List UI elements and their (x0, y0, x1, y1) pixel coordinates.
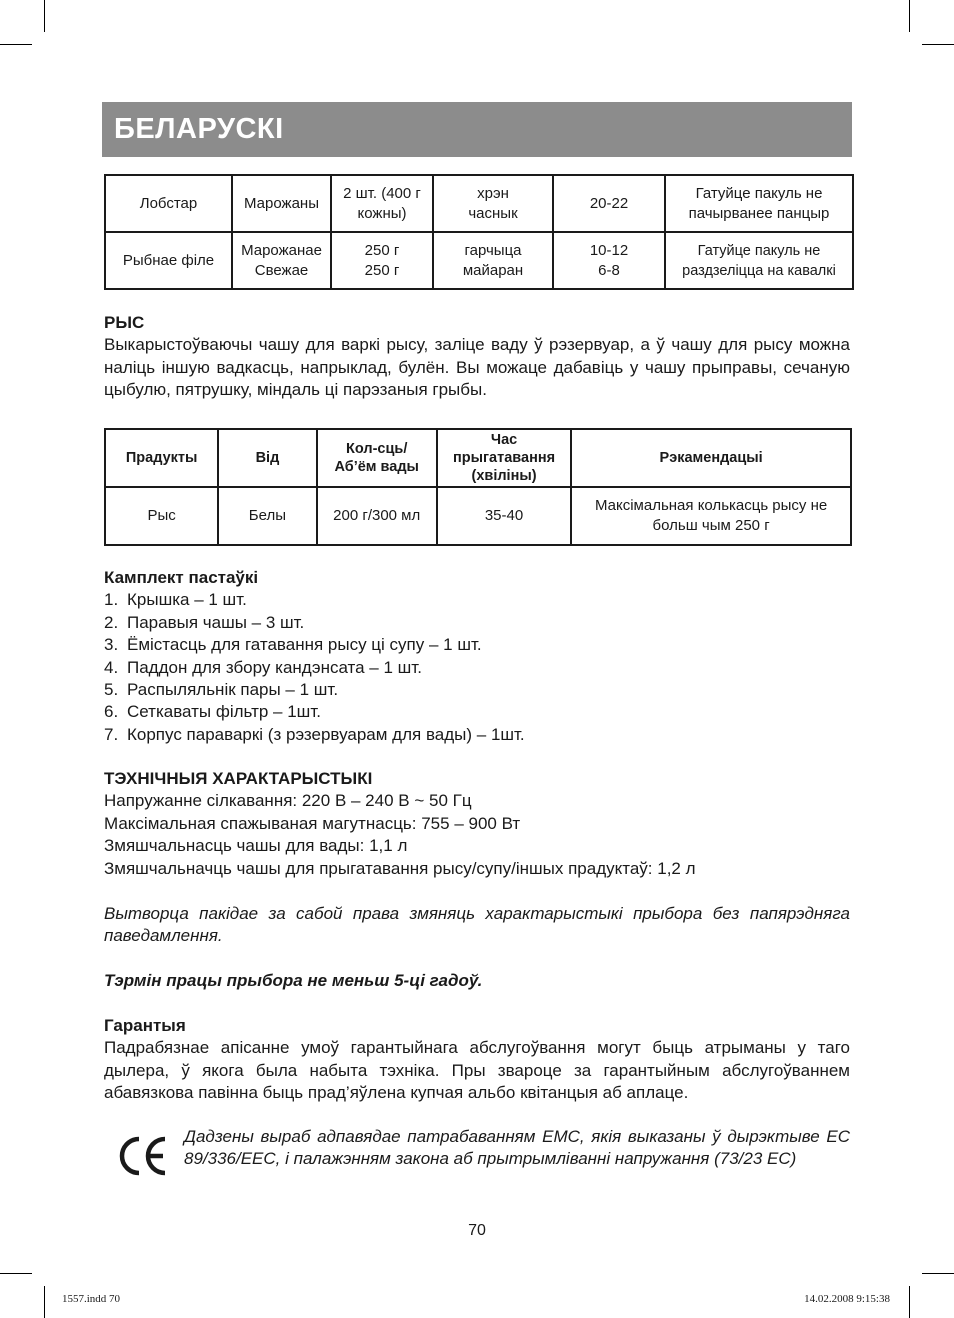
table-cell: Рыс (105, 487, 218, 545)
section-title: БЕЛАРУСКІ (114, 113, 284, 145)
table-header-cell: Від (218, 429, 316, 487)
list-item: 6. Сеткаваты фільтр – 1шт. (104, 702, 321, 722)
ce-mark-icon (118, 1135, 168, 1177)
warranty-text: Падрабязнае апісанне умоў гарантыйнага абслугоўвання могут быць атрыманы у таго дылера, ў якога была набыта тэхніка. Пры звароце за гарантыйным абслугоўваннем абавязкова павінна быць прад’яўлена купчая альбо квітанцыя аб аплаце. (104, 1038, 850, 1103)
list-item: 2. Паравыя чашы – 3 шт. (104, 612, 305, 632)
crop-mark (909, 1286, 910, 1318)
rice-table (104, 428, 852, 546)
spec-line: Змяшчальначць чашы для прыгатавання рысу/супу/іншых прадуктаў: 1,2 л (104, 858, 696, 878)
table-cell: 2 шт. (400 г кожны) (331, 175, 433, 232)
table-row (105, 175, 853, 232)
table-header-row (105, 429, 851, 487)
table-cell: Гатуйце пакуль не пачырванее панцыр (665, 175, 853, 232)
crop-mark (0, 1273, 32, 1274)
table-row (105, 487, 851, 545)
spec-line: Напружанне сілкавання: 220 В – 240 В ~ 50 Гц (104, 791, 472, 811)
kit-section (104, 567, 850, 746)
table-cell: Марожанае Свежае (232, 232, 331, 289)
table-header-cell: Рэкамендацыі (571, 429, 851, 487)
crop-mark (922, 1273, 954, 1274)
manufacturer-notice: Вытворца пакідае за сабой права змяняць характарыстыкі прыбора без папярэдняга паведамлення. (104, 904, 850, 946)
table-cell: 200 г/300 мл (317, 487, 437, 545)
table-cell: 35-40 (437, 487, 571, 545)
table-cell: Максімальная колькасць рысу не больш чым 250 г (571, 487, 851, 545)
list-item: 7. Корпус параваркі (з рэзервуарам для вады) – 1шт. (104, 724, 525, 744)
seafood-table (104, 174, 854, 290)
list-item: 5. Распыляльнік пары – 1 шт. (104, 680, 339, 700)
list-item: 3. Ёмістасць для гатавання рысу ці супу – 1 шт. (104, 635, 482, 655)
table-row (105, 232, 853, 289)
lifetime-notice: Тэрмін працы прыбора не меньш 5-ці гадоў. (104, 971, 483, 990)
section-header (102, 102, 852, 157)
crop-mark (44, 1286, 45, 1318)
kit-list (104, 589, 850, 746)
rice-heading: РЫС (104, 313, 145, 332)
table-header-cell: Час прыгатавання (хвіліны) (437, 429, 571, 487)
slug-file: 1557.indd 70 (62, 1293, 121, 1305)
table-cell: Рыбнае філе (105, 232, 232, 289)
table-cell: 250 г 250 г (331, 232, 433, 289)
table-cell: 10-12 6-8 (553, 232, 665, 289)
spec-line: Змяшчальнасць чашы для вады: 1,1 л (104, 836, 408, 856)
rice-text: Выкарыстоўваючы чашу для варкі рысу, заліце ваду ў рэзервуар, а ў чашу для рысу можна наліць іншую вадкасць, напрыклад, булён. Вы можаце дабавіць у чашу прыправы, сечаную цыбулю, пятрушку, міндаль ці парэзаныя грыбы. (104, 335, 850, 400)
crop-mark (44, 0, 45, 32)
ce-compliance-text: Дадзены выраб адпавядае патрабаванням ЕМС, якія выказаны ў дырэктыве ЕС 89/336/ЕЕС, і палажэнням закона аб прытрымліванні напружання (73/23 ЕС) (184, 1127, 850, 1169)
rice-section (104, 312, 850, 402)
table-cell: Лобстар (105, 175, 232, 232)
table-cell: Белы (218, 487, 316, 545)
kit-heading: Камплект пастаўкі (104, 568, 259, 587)
table-cell: гарчыца майаран (433, 232, 553, 289)
crop-mark (909, 0, 910, 32)
specs-heading: ТЭХНІЧНЫЯ ХАРАКТАРЫСТЫКІ (104, 769, 373, 788)
table-header-cell: Прадукты (105, 429, 218, 487)
slug-date: 14.02.2008 9:15:38 (804, 1293, 890, 1305)
table-header-cell: Кол-сць/ Аб’ём вады (317, 429, 437, 487)
spec-line: Максімальная спажываная магутнасць: 755 – 900 Вт (104, 813, 521, 833)
list-item: 1. Крышка – 1 шт. (104, 590, 247, 610)
table-cell: 20-22 (553, 175, 665, 232)
table-cell: Марожаны (232, 175, 331, 232)
table-cell: хрэн часнык (433, 175, 553, 232)
page-number: 70 (468, 1222, 486, 1239)
table-cell: Гатуйце пакуль не раздзеліцца на кавалкі (665, 232, 853, 289)
warranty-heading: Гарантыя (104, 1016, 186, 1035)
crop-mark (0, 44, 32, 45)
specs-section (104, 768, 850, 880)
crop-mark (922, 44, 954, 45)
warranty-section (104, 1015, 850, 1105)
list-item: 4. Паддон для збору кандэнсата – 1 шт. (104, 657, 422, 677)
